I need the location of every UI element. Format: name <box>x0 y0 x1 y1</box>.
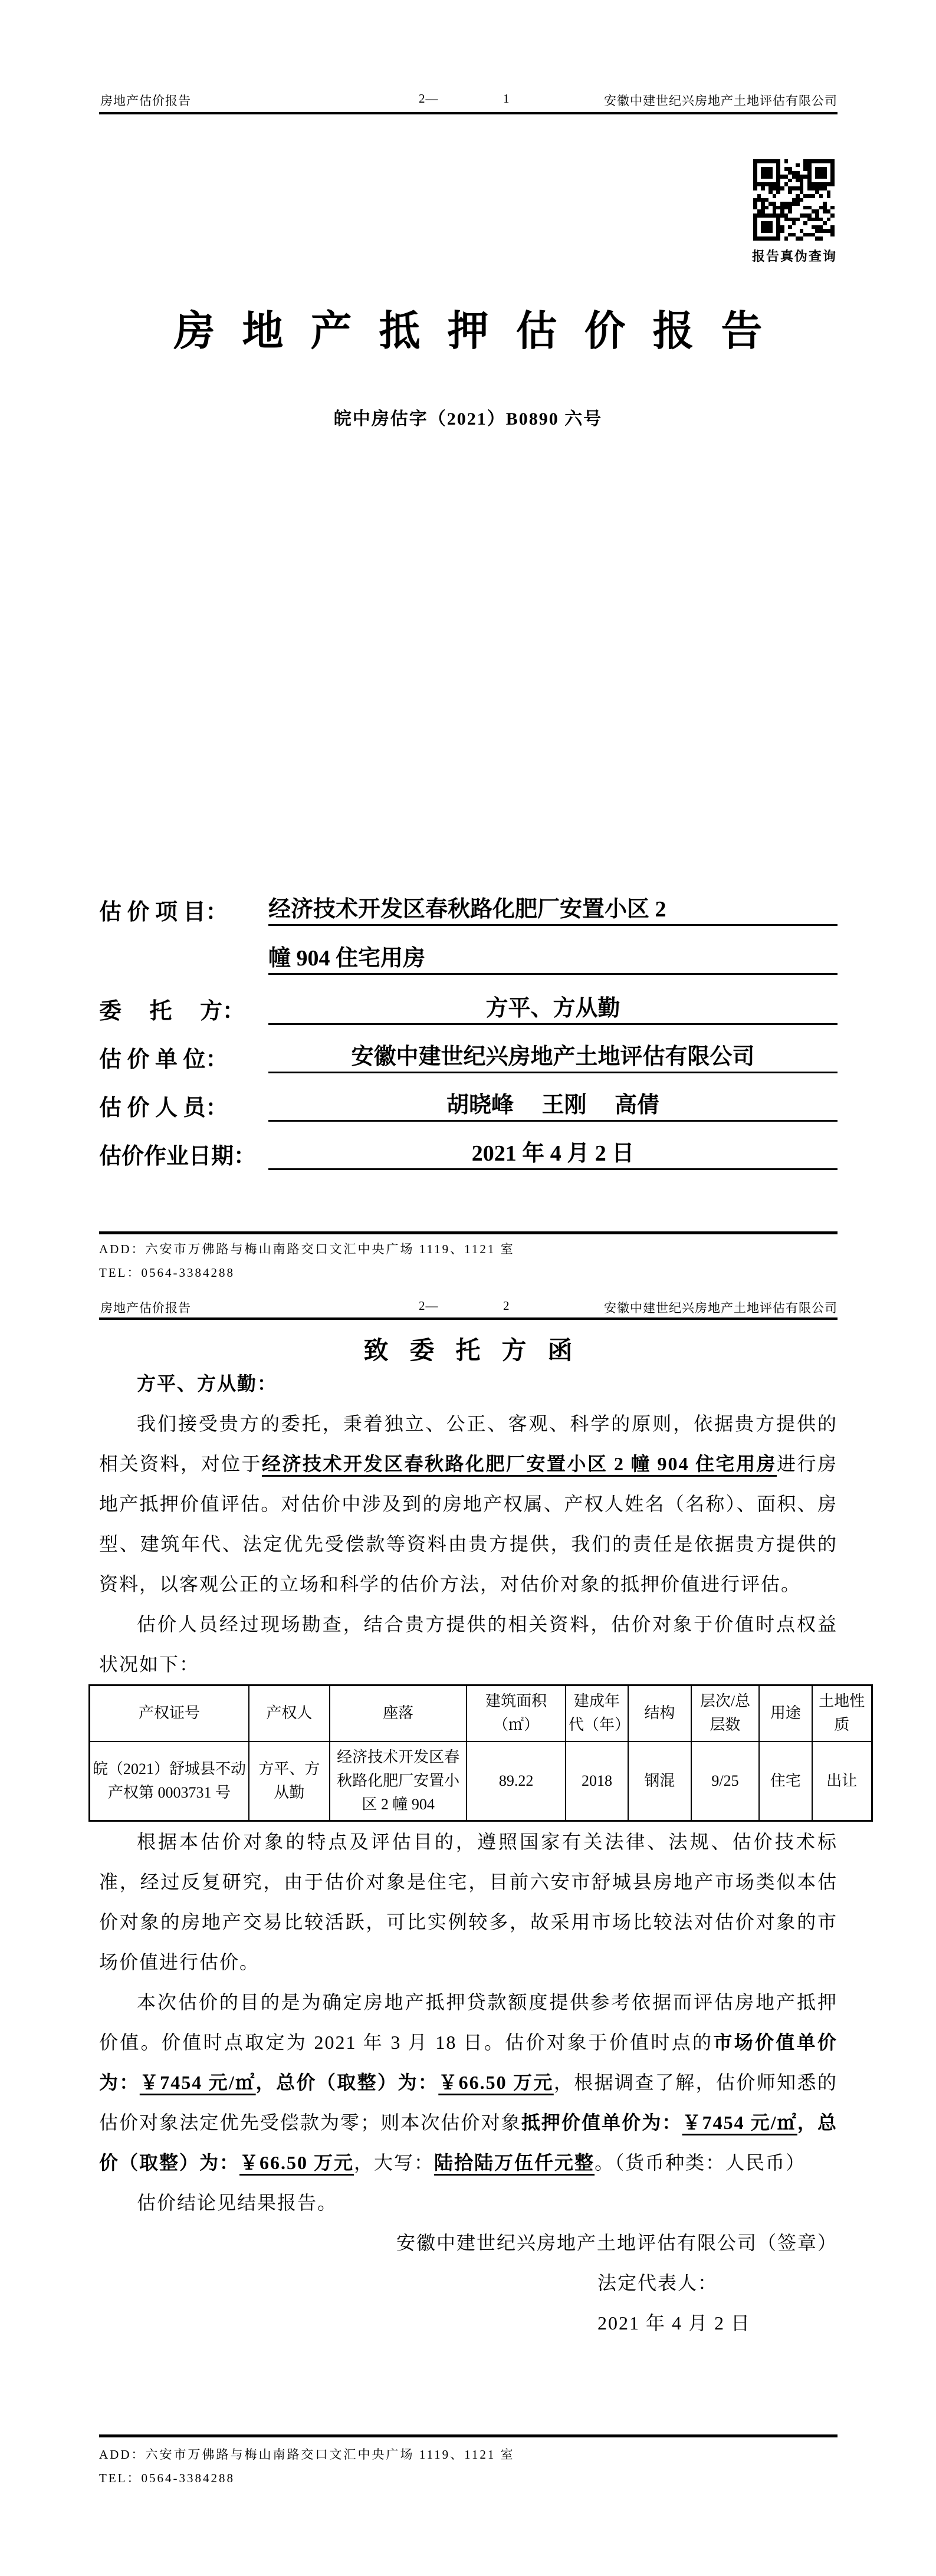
agency-label: 估 价 单 位： <box>99 1047 228 1072</box>
table-cell: 9/25 <box>691 1742 759 1821</box>
table-header-cell: 建成年代（年） <box>566 1685 628 1742</box>
table-header-cell: 土地性质 <box>812 1685 872 1742</box>
table-row <box>90 1742 872 1821</box>
qr-code-grid <box>753 159 835 241</box>
header-doc-type: 房地产估价报告 <box>100 94 191 108</box>
table-header-cell: 座落 <box>330 1685 467 1742</box>
table-cell: 经济技术开发区春秋路化肥厂安置小区 2 幢 904 <box>330 1742 467 1821</box>
header-pages-total: 2— <box>419 1299 439 1313</box>
letter-page <box>0 1288 936 2576</box>
header-company-name: 安徽中建世纪兴房地产土地评估有限公司 <box>604 94 838 108</box>
form-row-client <box>99 994 838 1025</box>
date-value: 2021 年 4 月 2 日 <box>268 1135 838 1170</box>
table-cell: 方平、方从勤 <box>249 1742 330 1821</box>
page1-footer <box>99 1237 838 1284</box>
client-label: 委 托 方： <box>99 999 245 1024</box>
table-header-cell: 产权人 <box>249 1685 330 1742</box>
header-rule <box>99 1317 838 1320</box>
table-cell: 住宅 <box>759 1742 812 1821</box>
footer-address: ADD：六安市万佛路与梅山南路交口文汇中央广场 1119、1121 室 <box>99 2447 515 2462</box>
table-cell: 2018 <box>566 1742 628 1821</box>
header-page-number: 1 <box>503 91 510 106</box>
qr-code <box>753 159 835 241</box>
table-cell: 出让 <box>812 1742 872 1821</box>
letter-body <box>93 1363 865 2343</box>
signature-date: 2021 年 4 月 2 日 <box>597 2312 751 2334</box>
form-row-project-cont <box>99 944 838 975</box>
agency-value: 安徽中建世纪兴房地产土地评估有限公司 <box>268 1038 838 1073</box>
header-pages-total: 2— <box>419 91 439 106</box>
form-row-agency <box>99 1043 838 1073</box>
footer-address: ADD：六安市万佛路与梅山南路交口文汇中央广场 1119、1121 室 <box>99 1242 515 1256</box>
project-value-line2: 幢 904 住宅用房 <box>268 939 838 975</box>
property-table <box>88 1684 873 1822</box>
table-header-cell: 建筑面积（㎡） <box>467 1685 566 1742</box>
date-label: 估价作业日期： <box>99 1144 257 1169</box>
staff-value: 胡晓峰 王刚 高倩 <box>268 1086 838 1122</box>
paragraph-conclusion: 估价结论见结果报告。 <box>137 2192 338 2214</box>
project-value-line1: 经济技术开发区春秋路化肥厂安置小区 2 <box>268 891 838 926</box>
table-cell: 钢混 <box>628 1742 691 1821</box>
client-value: 方平、方从勤 <box>268 990 838 1025</box>
table-header-cell: 结构 <box>628 1685 691 1742</box>
header-doc-type: 房地产估价报告 <box>100 1301 191 1315</box>
property-table-head <box>90 1685 872 1742</box>
paragraph-intro: 我们接受贵方的委托，秉着独立、公正、客观、科学的原则，依据贵方提供的相关资料，对位于经济技术开发区春秋路化肥厂安置小区 2 幢 904 住宅用房进行房地产抵押价值评估。对估价中涉及到的房地产权属、产权人姓名（名称）、面积、房型、建筑年代、法定优先受偿款等资料由贵方提供，我们的责任是依据贵方提供的资料，以客观公正的立场和科学的估价方法，对估价对象的抵押价值进行评估。 <box>99 1413 838 1595</box>
signature-legal-rep: 法定代表人： <box>597 2272 718 2294</box>
footer-rule <box>99 1231 838 1234</box>
page2-header <box>99 1299 838 1316</box>
header-company-name: 安徽中建世纪兴房地产土地评估有限公司 <box>604 1301 838 1315</box>
table-cell: 89.22 <box>467 1742 566 1821</box>
table-header-cell: 层次/总层数 <box>691 1685 759 1742</box>
table-cell: 皖（2021）舒城县不动产权第 0003731 号 <box>90 1742 249 1821</box>
footer-tel: TEL：0564-3384288 <box>99 2471 235 2485</box>
report-number: 皖中房估字（2021）B0890 六号 <box>333 409 603 429</box>
paragraph-method: 根据本估价对象的特点及评估目的，遵照国家有关法律、法规、估价技术标准，经过反复研究，由于估价对象是住宅，目前六安市舒城县房地产市场类似本估价对象的房地产交易比较活跃，可比实例较多，故采用市场比较法对估价对象的市场价值进行估价。 <box>99 1831 838 1973</box>
table-header-cell: 用途 <box>759 1685 812 1742</box>
salutation: 方平、方从勤： <box>137 1373 278 1394</box>
table-header-row <box>90 1685 872 1742</box>
table-header-cell: 产权证号 <box>90 1685 249 1742</box>
project-label: 估 价 项 目： <box>99 900 228 925</box>
paragraph-survey: 估价人员经过现场勘查，结合贵方提供的相关资料，估价对象于价值时点权益状况如下： <box>99 1614 838 1675</box>
property-table-body <box>90 1742 872 1821</box>
form-row-project <box>99 895 838 926</box>
signature-company: 安徽中建世纪兴房地产土地评估有限公司（签章） <box>396 2232 838 2254</box>
footer-rule <box>99 2434 838 2437</box>
form-row-staff <box>99 1091 838 1122</box>
page1-header <box>99 91 838 109</box>
report-title: 房地产抵押估价报告 <box>173 309 790 354</box>
header-rule <box>99 112 838 114</box>
form-row-date <box>99 1139 838 1170</box>
page2-footer <box>99 2443 838 2490</box>
letter-title: 致委托方函 <box>363 1338 594 1365</box>
staff-label: 估 价 人 员： <box>99 1096 228 1121</box>
header-page-number: 2 <box>503 1299 510 1313</box>
qr-caption: 报告真伪查询 <box>751 249 837 264</box>
paragraph-valuation: 本次估价的目的是为确定房地产抵押贷款额度提供参考依据而评估房地产抵押价值。价值时点取定为 2021 年 3 月 18 日。估价对象于价值时点的市场价值单价为：￥7454 元/㎡，总价（取整）为：￥66.50 万元，根据调查了解，估价师知悉的估价对象法定优先受偿款为零；则本次估价对象抵押价值单价为：￥7454 元/㎡，总价（取整）为：￥66.50 万元，大写：陆拾陆万伍仟元整。（货币种类：人民币） <box>99 1992 838 2174</box>
footer-tel: TEL：0564-3384288 <box>99 1266 235 1280</box>
